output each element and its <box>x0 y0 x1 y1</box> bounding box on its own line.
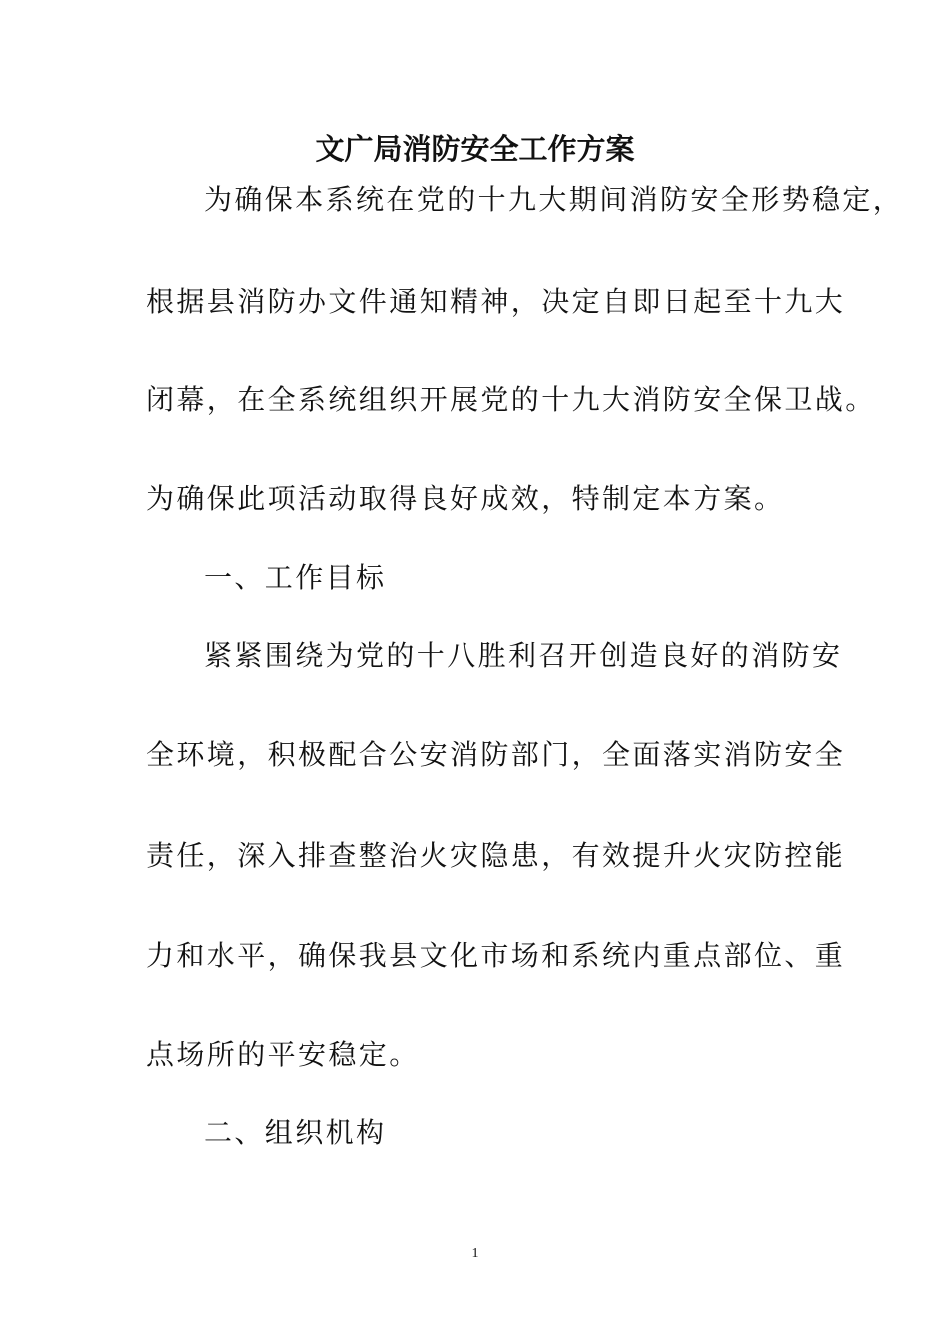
paragraph-line: 力和水平，确保我县文化市场和系统内重点部位、重 <box>146 939 846 972</box>
document-title: 文广局消防安全工作方案 <box>315 132 635 166</box>
paragraph-line: 责任，深入排查整治火灾隐患，有效提升火灾防控能 <box>146 839 846 872</box>
paragraph-line: 根据县消防办文件通知精神，决定自即日起至十九大 <box>146 285 846 318</box>
section-heading: 二、组织机构 <box>204 1116 387 1149</box>
paragraph-line: 闭幕，在全系统组织开展党的十九大消防安全保卫战。 <box>146 383 876 416</box>
section-heading: 一、工作目标 <box>204 561 387 594</box>
paragraph-line: 为确保本系统在党的十九大期间消防安全形势稳定， <box>204 183 904 216</box>
paragraph-line: 紧紧围绕为党的十八胜利召开创造良好的消防安 <box>204 639 843 672</box>
paragraph-line: 全环境，积极配合公安消防部门，全面落实消防安全 <box>146 738 846 771</box>
paragraph-line: 为确保此项活动取得良好成效，特制定本方案。 <box>146 482 785 515</box>
paragraph-line: 点场所的平安稳定。 <box>146 1038 420 1071</box>
page-number: 1 <box>471 1246 479 1261</box>
